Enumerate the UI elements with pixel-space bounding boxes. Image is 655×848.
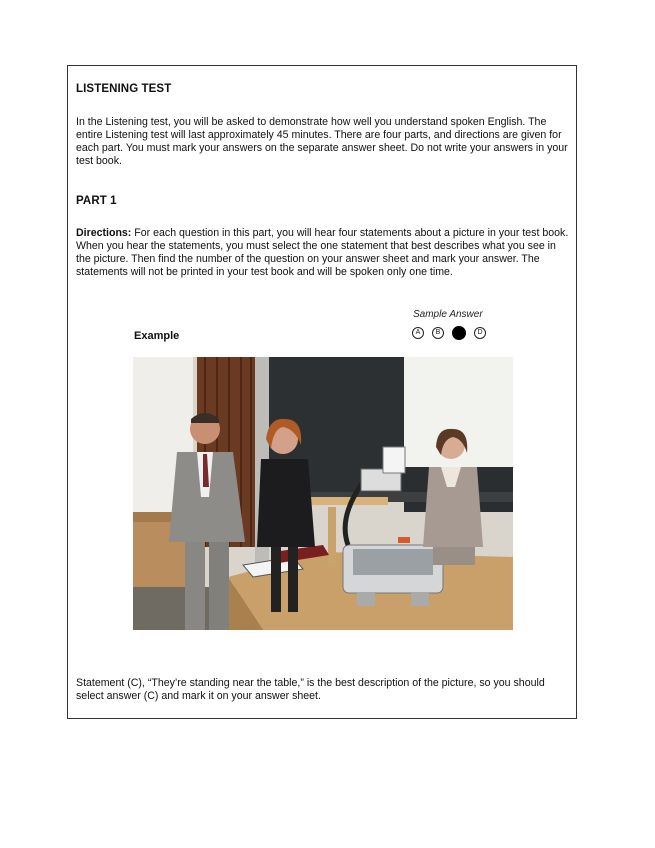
option-a-bubble: A (412, 327, 424, 339)
example-photo (133, 357, 513, 630)
section-title: LISTENING TEST (76, 83, 172, 95)
option-d-bubble: D (474, 327, 486, 339)
directions-text: For each question in this part, you will hear four statements about a picture in your test book. When you hear the statements, you must select the one statement that best describes what you see in the picture. Then find the number of the question on your answer sheet and mark your answer. The statements will not be printed in your test book and will be spoken only one time. (76, 227, 569, 278)
option-c-bubble-filled (452, 326, 466, 340)
sample-answer-bubbles (412, 325, 486, 341)
example-label: Example (134, 330, 180, 342)
directions-paragraph (76, 227, 571, 279)
sample-answer-label: Sample Answer (413, 309, 483, 320)
option-b-bubble: B (432, 327, 444, 339)
part-title: PART 1 (76, 195, 117, 207)
intro-paragraph: In the Listening test, you will be asked to demonstrate how well you understand spoken English. The entire Listening test will last approximately 45 minutes. There are four parts, and directions are given for each part. You must mark your answers on the separate answer sheet. Do not write your answers in your test book. (76, 116, 568, 167)
explanation-paragraph: Statement (C), “They’re standing near the table,” is the best description of the picture, so you should select answer (C) and mark it on your answer sheet. (76, 677, 545, 702)
directions-label: Directions: (76, 227, 132, 239)
